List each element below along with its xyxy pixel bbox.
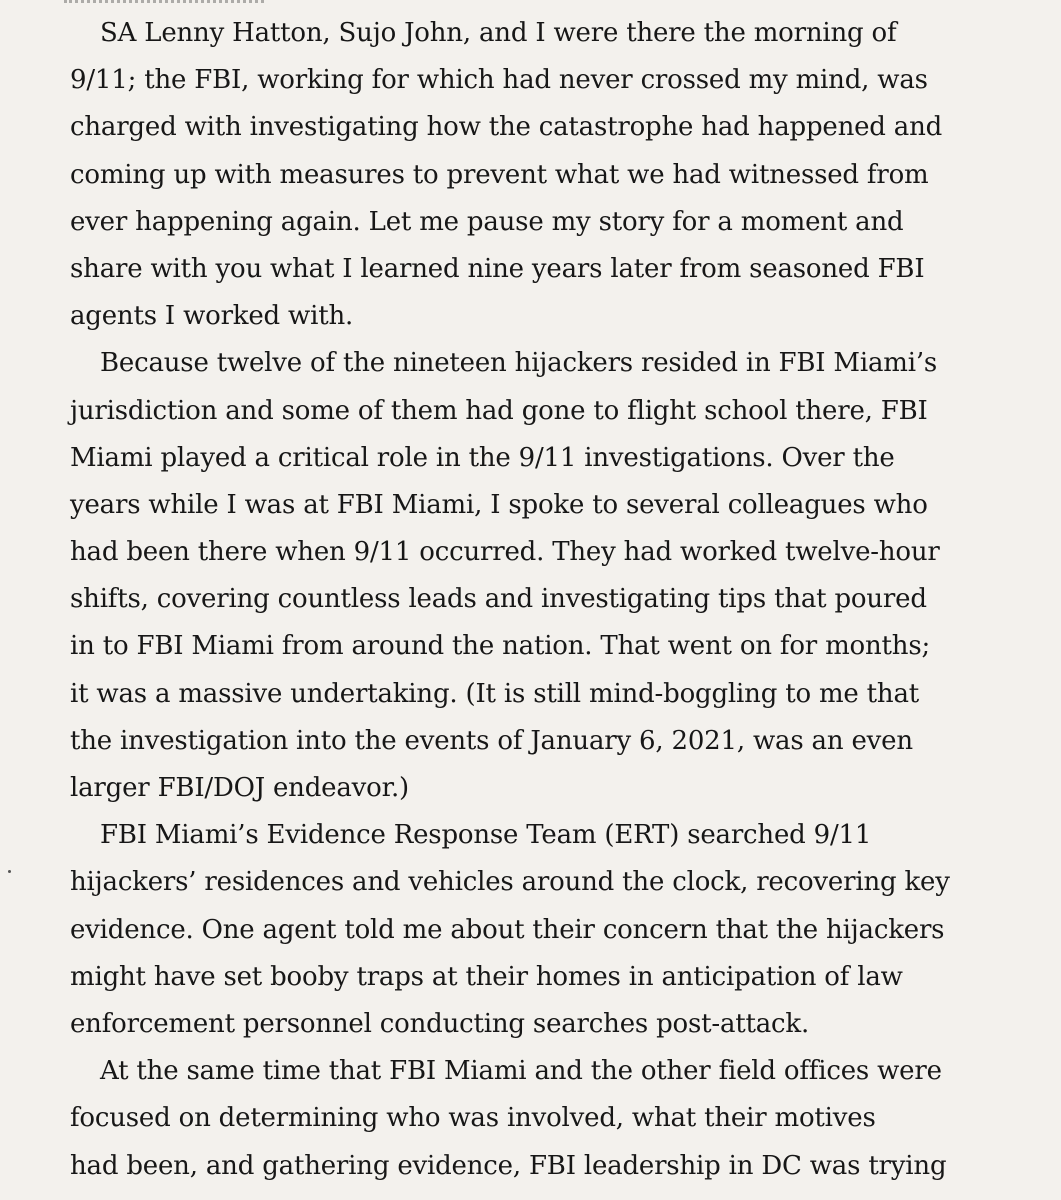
body-text (70, 10, 1030, 1190)
text-line: might have set booby traps at their homes in anticipation of law (70, 961, 903, 992)
text-line: in to FBI Miami from around the nation. That went on for months; (70, 631, 931, 662)
text-line: evidence. One agent told me about their concern that the hijackers (70, 914, 945, 945)
text-line: it was a massive undertaking. (It is still mind-boggling to me that (70, 678, 920, 709)
text-line: coming up with measures to prevent what we had witnessed from (70, 159, 929, 190)
text-line: larger FBI/DOJ endeavor.) (70, 773, 409, 803)
margin-speck (8, 870, 11, 873)
text-line: At the same time that FBI Miami and the other field offices were (100, 1056, 942, 1087)
text-line: Because twelve of the nineteen hijackers resided in FBI Miami’s (100, 348, 938, 379)
text-line: 9/11; the FBI, working for which had never crossed my mind, was (70, 65, 928, 96)
text-line: charged with investigating how the catastrophe had happened and (70, 112, 943, 143)
text-line: had been there when 9/11 occurred. They had worked twelve-hour (70, 537, 940, 568)
text-line: had been, and gathering evidence, FBI leadership in DC was trying (70, 1150, 947, 1181)
text-line: Miami played a critical role in the 9/11 investigations. Over the (70, 442, 895, 473)
text-line: years while I was at FBI Miami, I spoke to several colleagues who (70, 489, 928, 520)
text-line: enforcement personnel conducting searches post-attack. (70, 1008, 810, 1039)
text-line: shifts, covering countless leads and investigating tips that poured (70, 584, 927, 615)
text-line: ever happening again. Let me pause my story for a moment and (70, 206, 904, 237)
text-line: FBI Miami’s Evidence Response Team (ERT) searched 9/11 (100, 820, 872, 851)
text-line: share with you what I learned nine years later from seasoned FBI (70, 253, 925, 284)
text-line: focused on determining who was involved, what their motives (70, 1103, 876, 1134)
text-line: the investigation into the events of January 6, 2021, was an even (70, 725, 913, 756)
text-line: SA Lenny Hatton, Sujo John, and I were there the morning of (100, 18, 897, 48)
top-edge-text-fragment (64, 0, 264, 7)
text-line: hijackers’ residences and vehicles around the clock, recovering key (70, 867, 950, 898)
text-line: agents I worked with. (70, 301, 354, 332)
text-line: jurisdiction and some of them had gone to flight school there, FBI (70, 395, 928, 426)
